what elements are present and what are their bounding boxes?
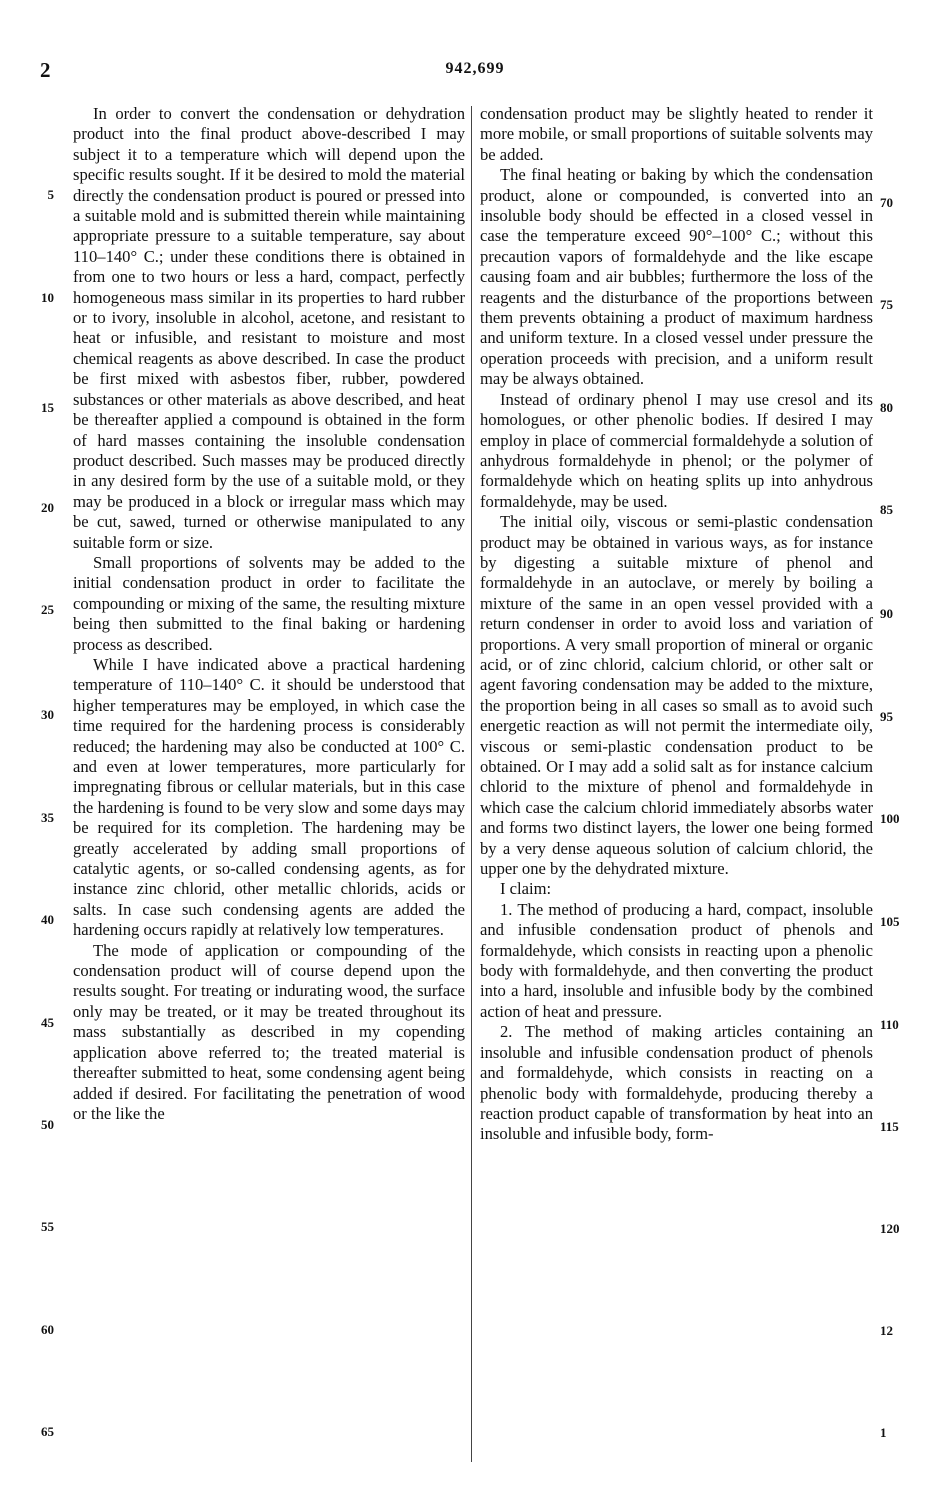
line-number: 70 [880, 195, 893, 210]
line-number: 35 [41, 810, 54, 825]
patent-number: 942,699 [445, 60, 505, 77]
line-number: 115 [880, 1119, 899, 1134]
paragraph: While I have indicated above a practical hardening temperature of 110–140° C. it should be understood that higher temperatures may be employed, in which case the time required for the hardening process is considerably reduced; the hardening may also be conducted at 100° C. and even at lower temperatures, more particularly for impregnating fibrous or cellular materials, but in this case the hardening is found to be very slow and some days may be required for its completion. The hardening may be greatly accelerated by adding small proportions of catalytic agents, or so-called condensing agents, as for instance zinc chlorid, other metallic chlorids, acids or salts. In case such condensing agents are added the hardening occurs rapidly at relatively low temperatures. [73, 654, 465, 940]
line-number: 1 [880, 1425, 887, 1440]
line-number: 60 [41, 1322, 54, 1337]
claim-1: 1. The method of producing a hard, compact, insoluble and infusible condensation product of phenols and formaldehyde, which consists in reacting upon a phenolic body with formaldehyde, and then converting the product into a hard, insoluble and infusible body by the combined action of heat and pressure. [480, 899, 873, 1021]
line-number: 80 [880, 400, 893, 415]
left-text-column [73, 104, 465, 1124]
page-number: 2 [40, 58, 51, 82]
line-number: 110 [880, 1017, 899, 1032]
line-number: 120 [880, 1221, 900, 1236]
paragraph: condensation product may be slightly heated to render it more mobile, or small proportions of suitable solvents may be added. [480, 104, 873, 164]
paragraph: The initial oily, viscous or semi-plastic condensation product may be obtained in various ways, as for instance by digesting a suitable mixture of phenol and formaldehyde in an autoclave, or merely by boiling a mixture of the same in an open vessel provided with a return condenser in order to avoid loss and variation of proportions. A very small proportion of mineral or organic acid, or of zinc chlorid, calcium chlorid, or other salt or agent favoring condensation may be added to the mixture, the proportion being in all cases so small as to avoid such energetic reaction as will not permit the intermediate oily, viscous or semi-plastic condensation product to be obtained. Or I may add a solid salt as for instance calcium chlorid to the mixture of phenol and formaldehyde in which case the calcium chlorid immediately absorbs water and forms two distinct layers, the lower one being formed by a very dense aqueous solution of calcium chlorid, the upper one by the dehydrated mixture. [480, 512, 873, 879]
line-number: 15 [41, 400, 54, 415]
line-number: 45 [41, 1015, 54, 1030]
line-number: 5 [47, 187, 54, 202]
line-number: 75 [880, 297, 893, 312]
line-number: 100 [880, 811, 900, 826]
claim-2: 2. The method of making articles containing an insoluble and infusible condensation product of phenols and formaldehyde, which consists in reacting on a phenolic body with formaldehyde, producing thereby a reaction product capable of transformation by heat into an insoluble and infusible body, form- [480, 1022, 873, 1144]
paragraph: In order to convert the condensation or dehydration product into the final product above-described I may subject it to a temperature which will depend upon the specific results sought. If it be desired to mold the material directly the condensation product is poured or pressed into a suitable mold and is submitted therein while maintaining appropriate pressure to a suitable temperature, say about 110–140° C.; under these conditions there is obtained in from one to two hours or less a hard, compact, perfectly homogeneous mass similar in its properties to hard rubber or to ivory, insoluble in alcohol, acetone, and resistant to heat or infusible, and resistant to moisture and most chemical reagents as above described. In case the product be first mixed with asbestos fiber, rubber, powdered substances or other materials as above described, and heat be thereafter applied a compound is obtained in the form of hard masses containing the insoluble condensation product described. Such masses may be produced directly in any desired form by the use of a suitable mold, or they may be produced in a block or irregular mass which may be cut, sawed, turned or otherwise manipulated to any suitable form or size. [73, 104, 465, 552]
paragraph: The mode of application or compounding of the condensation product will of course depend upon the results sought. For treating or indurating wood, the surface only may be treated, or it may be treated throughout its mass substantially as described in my copending application above referred to; the treated material is thereafter submitted to heat, some condensing agent being added if desired. For facilitating the penetration of wood or the like the [73, 940, 465, 1123]
line-number: 65 [41, 1424, 54, 1439]
paragraph: Small proportions of solvents may be added to the initial condensation product in order to facilitate the compounding or mixing of the same, the resulting mixture being then submitted to the final baking or hardening process as described. [73, 552, 465, 654]
line-number: 105 [880, 914, 900, 929]
paragraph: The final heating or baking by which the condensation product, alone or compounded, is converted into an insoluble body should be effected in a closed vessel in case the temperature exceed 90°–100° C.; without this precaution vapors of formaldehyde and the like escape causing foam and air bubbles; furthermore the loss of the reagents and the disturbance of the proportions between them prevents obtaining a product of maximum hardness and uniform texture. In a closed vessel under pressure the operation proceeds with precision, and a uniform result may be always obtained. [480, 165, 873, 389]
line-number: 25 [41, 602, 54, 617]
paragraph: Instead of ordinary phenol I may use cresol and its homologues, or other phenolic bodies. If desired I may employ in place of commercial formaldehyde a solution of anhydrous formaldehyde in phenol; or the polymer of formaldehyde which on heating splits up into anhydrous formaldehyde, may be used. [480, 389, 873, 511]
line-number: 20 [41, 500, 54, 515]
right-text-column [480, 104, 873, 1145]
line-number: 90 [880, 606, 893, 621]
line-number: 55 [41, 1219, 54, 1234]
line-number: 95 [880, 709, 893, 724]
line-number: 50 [41, 1117, 54, 1132]
line-number: 85 [880, 502, 893, 517]
line-number: 12 [880, 1323, 893, 1338]
claims-heading: I claim: [500, 879, 552, 899]
line-number: 40 [41, 912, 54, 927]
line-number: 10 [41, 290, 54, 305]
column-divider [471, 106, 472, 1462]
line-number: 30 [41, 707, 54, 722]
page-header [0, 58, 950, 82]
